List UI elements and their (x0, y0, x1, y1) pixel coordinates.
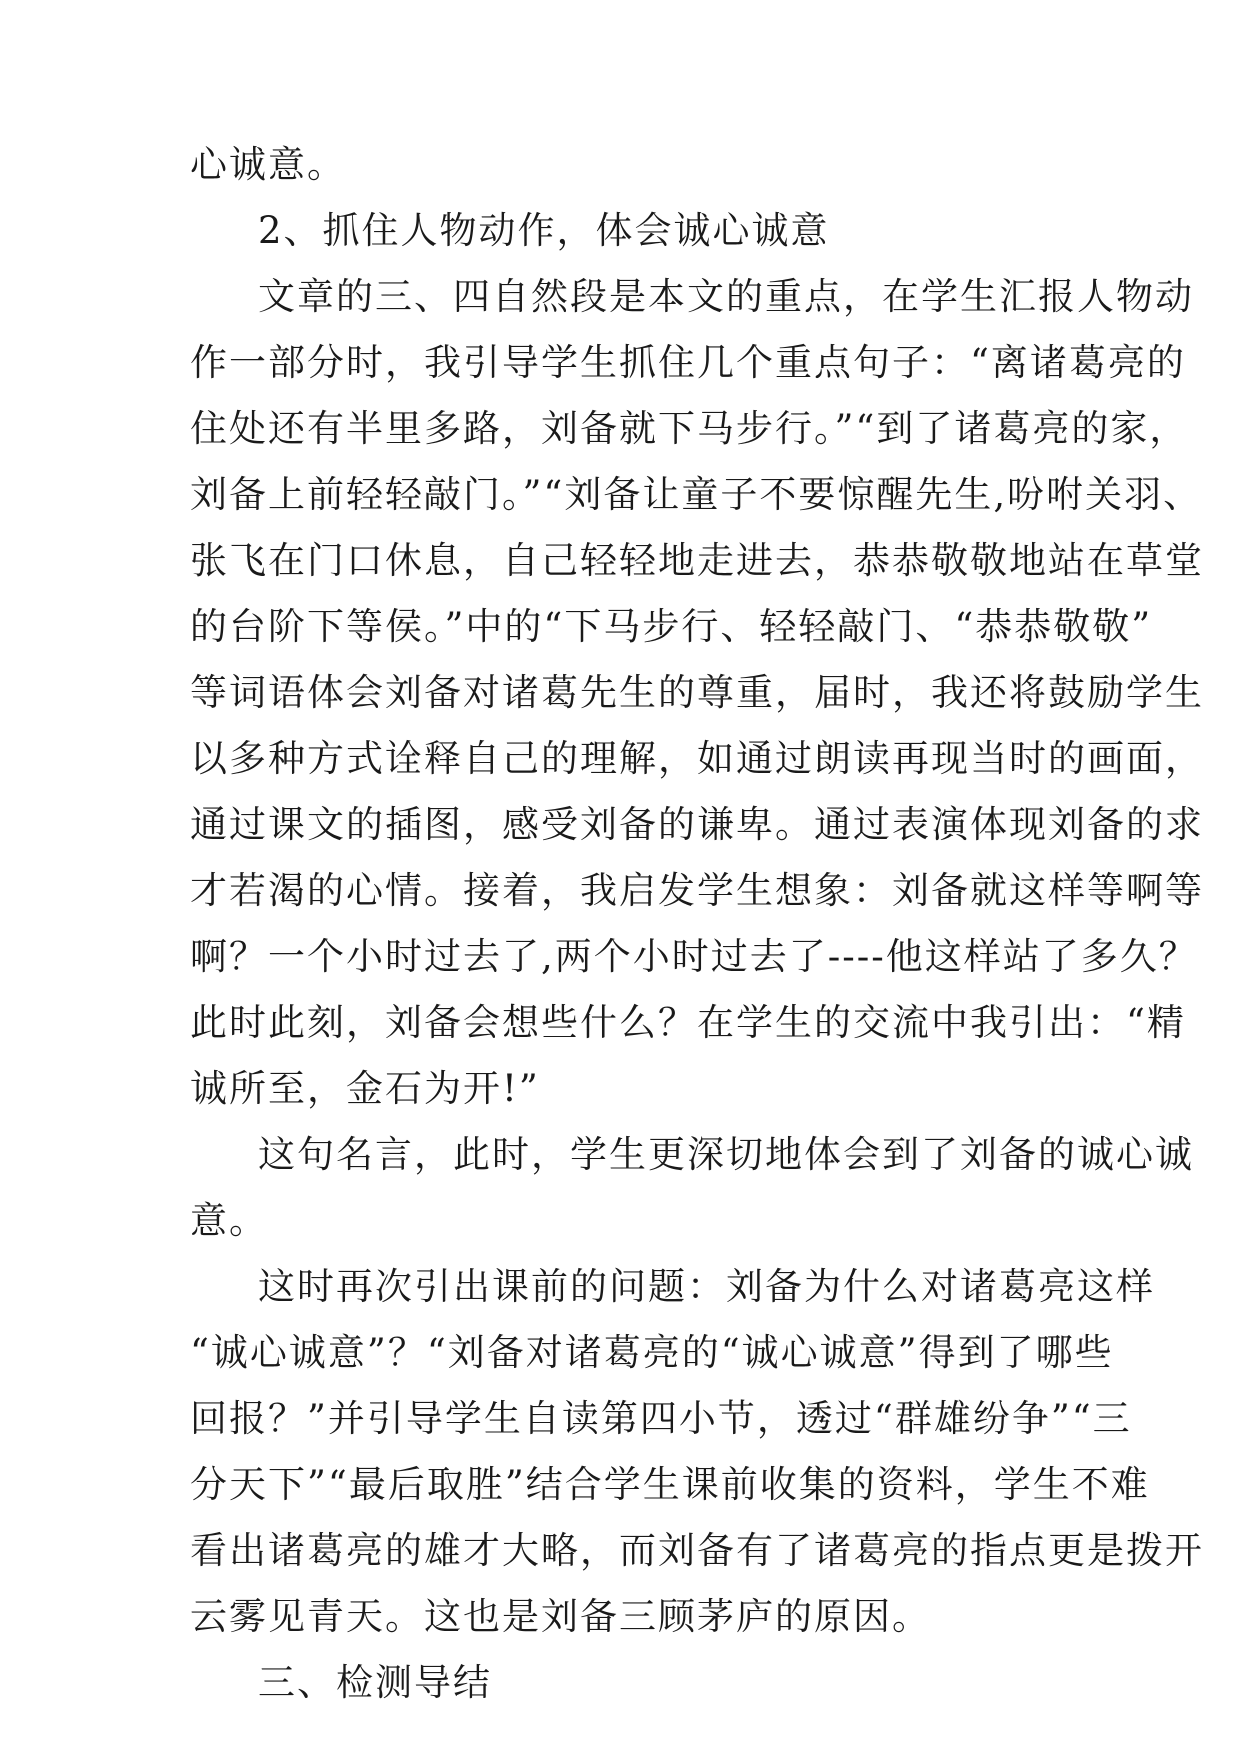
text-line: 意。 (190, 1199, 268, 1242)
text-line: 分天下”“最后取胜”结合学生课前收集的资料，学生不难 (190, 1463, 1150, 1506)
text-line: 这句名言，此时，学生更深切地体会到了刘备的诚心诚 (258, 1133, 1194, 1176)
section-heading: 三、检测导结 (258, 1661, 492, 1704)
text-line: 诚所至，金石为开!” (190, 1067, 540, 1110)
text-line: 等词语体会刘备对诸葛先生的尊重，届时，我还将鼓励学生 (190, 671, 1204, 714)
text-line: 作一部分时，我引导学生抓住几个重点句子：“离诸葛亮的 (190, 341, 1186, 384)
text-line: 云雾见青天。这也是刘备三顾茅庐的原因。 (190, 1595, 931, 1638)
text-line: 看出诸葛亮的雄才大略，而刘备有了诸葛亮的指点更是拨开 (190, 1529, 1204, 1572)
text-line: 通过课文的插图，感受刘备的谦卑。通过表演体现刘备的求 (190, 803, 1204, 846)
text-line: 刘备上前轻轻敲门。”“刘备让童子不要惊醒先生,吩咐关羽、 (190, 473, 1203, 516)
text-line: 这时再次引出课前的问题：刘备为什么对诸葛亮这样 (258, 1265, 1155, 1308)
section-heading: 2、抓住人物动作，体会诚心诚意 (258, 209, 830, 252)
text-line: 才若渴的心情。接着，我启发学生想象：刘备就这样等啊等 (190, 869, 1204, 912)
text-line: 啊？一个小时过去了,两个小时过去了----他这样站了多久？ (190, 935, 1198, 978)
text-line: 心诚意。 (190, 143, 346, 186)
text-line: 文章的三、四自然段是本文的重点，在学生汇报人物动 (258, 275, 1194, 318)
text-line: “诚心诚意”？“刘备对诸葛亮的“诚心诚意”得到了哪些 (190, 1331, 1114, 1374)
text-line: 以多种方式诠释自己的理解，如通过朗读再现当时的画面， (190, 737, 1204, 780)
text-line: 张飞在门口休息，自己轻轻地走进去，恭恭敬敬地站在草堂 (190, 539, 1204, 582)
text-line: 回报？”并引导学生自读第四小节，透过“群雄纷争”“三 (190, 1397, 1132, 1440)
text-line: 的台阶下等侯。”中的“下马步行、轻轻敲门、“恭恭敬敬” (190, 605, 1153, 648)
text-line: 此时此刻，刘备会想些什么？在学生的交流中我引出：“精 (190, 1001, 1186, 1044)
text-line: 住处还有半里多路，刘备就下马步行。”“到了诸葛亮的家， (190, 407, 1189, 450)
